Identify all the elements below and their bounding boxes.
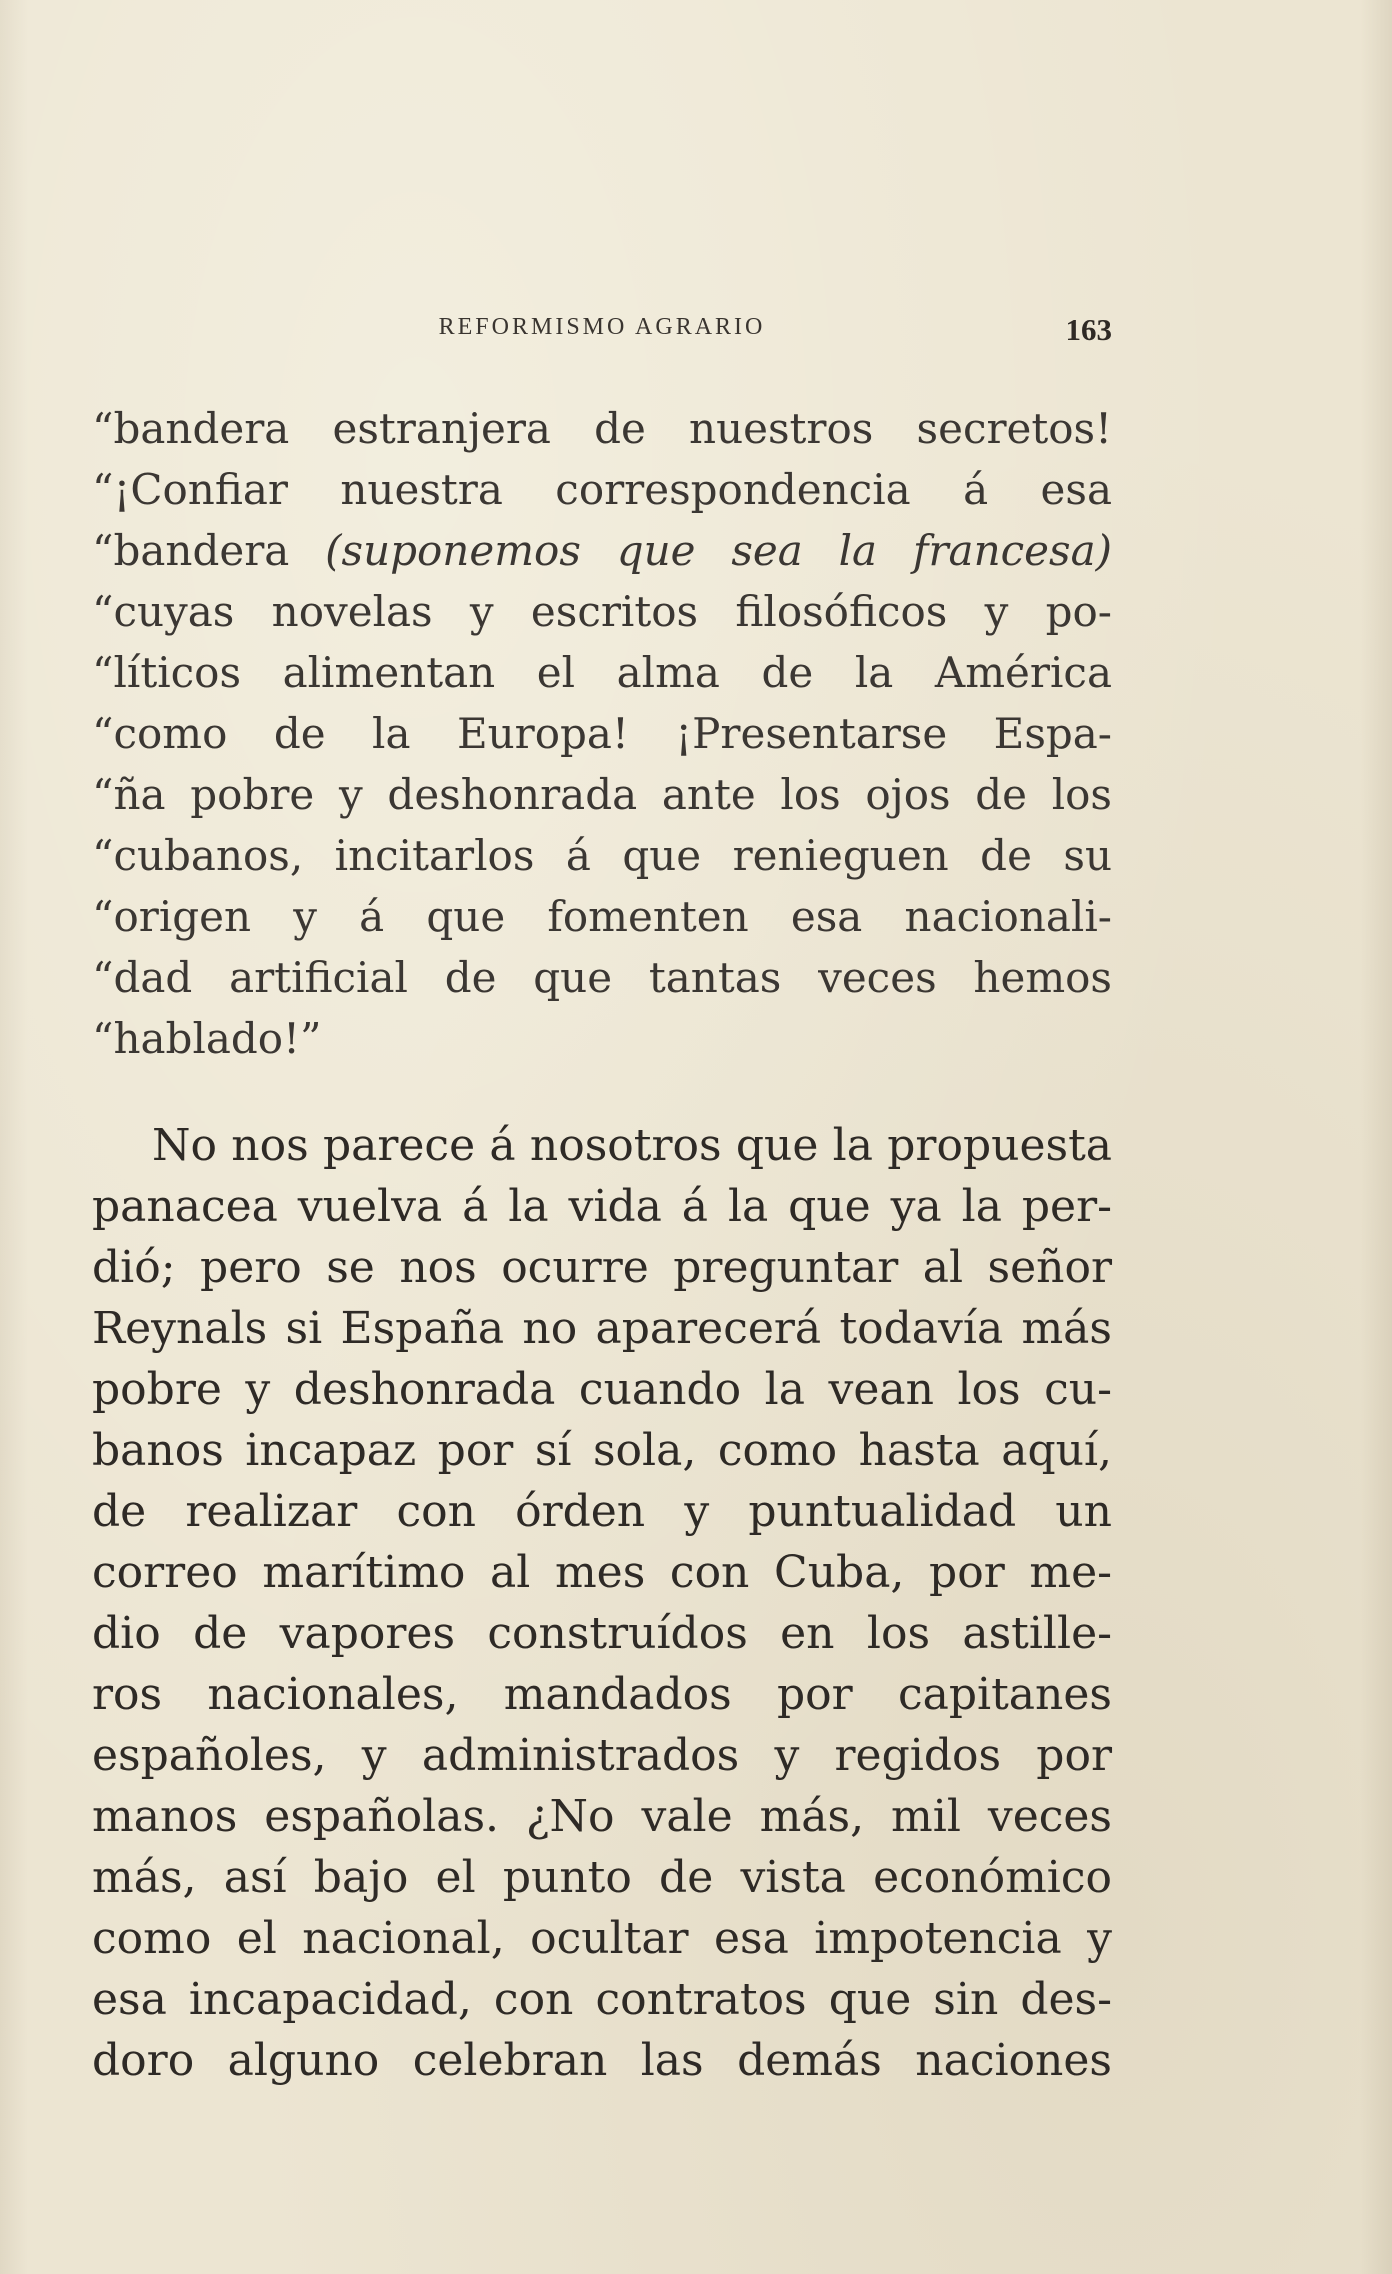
text-fragment: “bandera [92, 526, 326, 575]
text-line: de realizar con órden y puntualidad un [92, 1486, 1112, 1537]
body-paragraph [92, 1115, 1112, 2091]
text-line: No nos parece á nosotros que la propuesta [152, 1120, 1112, 1171]
text-line: dio de vapores construídos en los astille- [92, 1608, 1112, 1659]
text-line: “como de la Europa! ¡Presentarse Espa- [92, 709, 1112, 758]
text-line: “cubanos, incitarlos á que renieguen de su [92, 831, 1112, 880]
text-line: doro alguno celebran las demás naciones [92, 2035, 1112, 2086]
text-line: “dad artificial de que tantas veces hemos [92, 953, 1112, 1002]
text-line: “hablado!” [92, 1014, 322, 1063]
paragraph-gap [92, 1069, 1112, 1115]
text-line: banos incapaz por sí sola, como hasta aquí, [92, 1425, 1112, 1476]
text-line: “bandera estranjera de nuestros secretos! [92, 404, 1112, 453]
text-line: manos españolas. ¿No vale más, mil veces [92, 1791, 1112, 1842]
running-title: REFORMISMO AGRARIO [438, 314, 766, 340]
text-line: “origen y á que fomenten esa nacionali- [92, 892, 1112, 941]
text-line: como el nacional, ocultar esa impotencia y [92, 1913, 1112, 1964]
text-line: esa incapacidad, con contratos que sin des- [92, 1974, 1112, 2025]
text-line: pobre y deshonrada cuando la vean los cu- [92, 1364, 1112, 1415]
text-line: españoles, y administrados y regidos por [92, 1730, 1112, 1781]
text-line: dió; pero se nos ocurre preguntar al señor [92, 1242, 1112, 1293]
italic-phrase: (suponemos que sea la francesa) [325, 526, 1112, 575]
text-line: ros nacionales, mandados por capitanes [92, 1669, 1112, 1720]
text-line: correo marítimo al mes con Cuba, por me- [92, 1547, 1112, 1598]
text-block [92, 398, 1112, 2091]
text-line: “ña pobre y deshonrada ante los ojos de los [92, 770, 1112, 819]
text-line: “líticos alimentan el alma de la América [92, 648, 1112, 697]
text-line-with-italic [92, 520, 1112, 581]
quoted-passage [92, 398, 1112, 1069]
running-head [92, 314, 1112, 354]
text-line: “¡Confiar nuestra correspondencia á esa [92, 465, 1112, 514]
text-line: Reynals si España no aparecerá todavía más [92, 1303, 1112, 1354]
text-line: panacea vuelva á la vida á la que ya la per- [92, 1181, 1112, 1232]
text-line: “cuyas novelas y escritos filosóficos y po- [92, 587, 1112, 636]
page-number: 163 [1065, 312, 1112, 347]
text-line: más, así bajo el punto de vista económico [92, 1852, 1112, 1903]
